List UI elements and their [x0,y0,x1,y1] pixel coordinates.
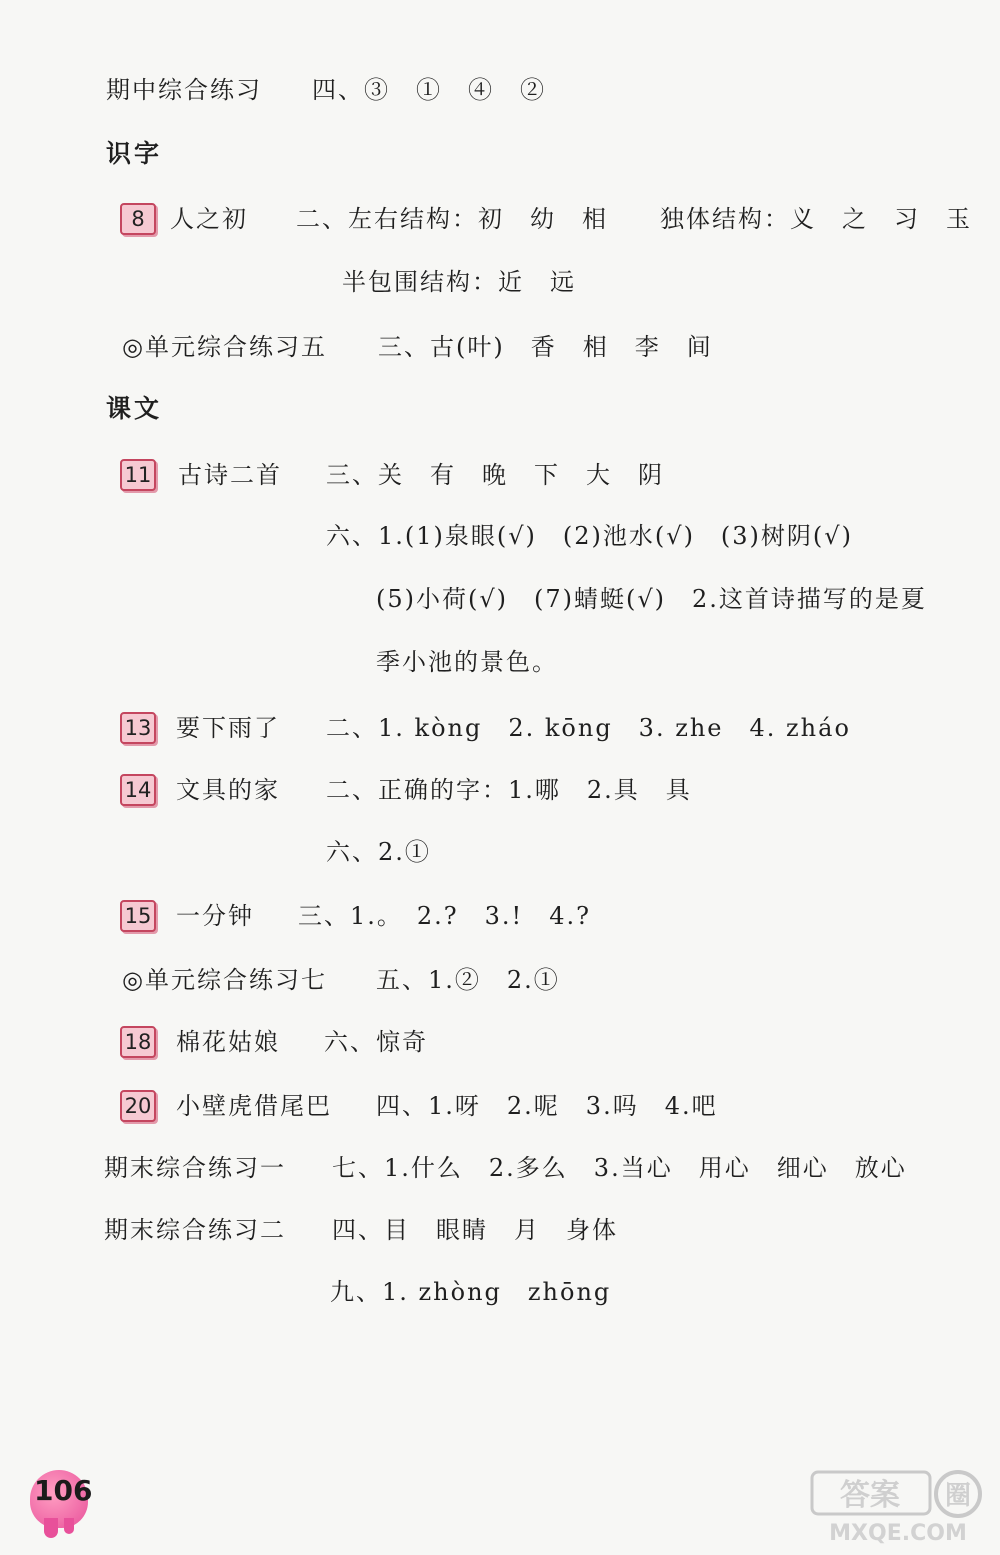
lesson-title: 要下雨了 [176,714,280,742]
lesson-number-badge: 14 [120,774,156,806]
lesson-answer: 四、1.呀 2.呢 3.吗 4.吧 [376,1092,718,1120]
lesson-number-badge: 18 [120,1026,156,1058]
lesson-answer: 二、1. kòng 2. kōng 3. zhe 4. zháo [326,714,851,742]
lesson-number-badge: 15 [120,900,156,932]
lesson-answer: 三、关 有 晚 下 大 阴 [326,461,664,489]
lesson-answer: 二、左右结构：初 幼 相 独体结构：义 之 习 玉 [296,205,972,233]
svg-text:答案: 答案 [840,1478,900,1513]
answer-unit7: 五、1.② 2.① [376,966,560,994]
watermark-logo [810,1468,986,1546]
answer-unit5: 三、古(叶) 香 相 李 间 [378,333,713,361]
lesson-answer: 六、惊奇 [324,1028,428,1056]
answer-final2-continued: 九、1. zhòng zhōng [330,1278,612,1306]
lesson-answer-continued: 六、2.① [326,838,431,866]
answer-midterm: 四、③ ① ④ ② [312,76,546,104]
lesson-answer: 二、正确的字：1.哪 2.具 具 [326,776,692,804]
lesson-title: 一分钟 [176,902,254,930]
section-label-midterm: 期中综合练习 [106,76,262,104]
lesson-title: 人之初 [170,205,248,233]
heading-kewen: 课文 [106,394,163,423]
page-number-decoration-drip [44,1518,58,1538]
answer-final1: 七、1.什么 2.多么 3.当心 用心 细心 放心 [332,1154,907,1182]
lesson-answer: 三、1.。 2.? 3.! 4.? [298,902,591,930]
section-label-unit7: ◎单元综合练习七 [122,966,327,994]
lesson-answer-continued: 半包围结构：近 远 [342,268,576,296]
lesson-title: 古诗二首 [178,461,282,489]
lesson-title: 棉花姑娘 [176,1028,280,1056]
svg-text:圈: 圈 [944,1481,972,1511]
heading-shizi: 识字 [106,139,163,168]
lesson-number-badge: 20 [120,1090,156,1122]
lesson-number-badge: 11 [120,459,156,491]
lesson-number-badge: 8 [120,203,156,235]
lesson-answer-continued: 季小池的景色。 [376,648,558,676]
svg-text:MXQE.COM: MXQE.COM [829,1521,967,1546]
lesson-answer-continued: (5)小荷(√) (7)蜻蜓(√) 2.这首诗描写的是夏 [376,585,927,613]
page-number-decoration-drip [64,1518,74,1534]
answer-final2: 四、目 眼睛 月 身体 [332,1216,618,1244]
lesson-title: 小壁虎借尾巴 [176,1092,332,1120]
section-label-unit5: ◎单元综合练习五 [122,333,327,361]
lesson-title: 文具的家 [176,776,280,804]
page-number: 106 [34,1474,93,1507]
section-label-final1: 期末综合练习一 [104,1154,286,1182]
lesson-answer-continued: 六、1.(1)泉眼(√) (2)池水(√) (3)树阴(√) [326,522,853,550]
lesson-number-badge: 13 [120,712,156,744]
section-label-final2: 期末综合练习二 [104,1216,286,1244]
